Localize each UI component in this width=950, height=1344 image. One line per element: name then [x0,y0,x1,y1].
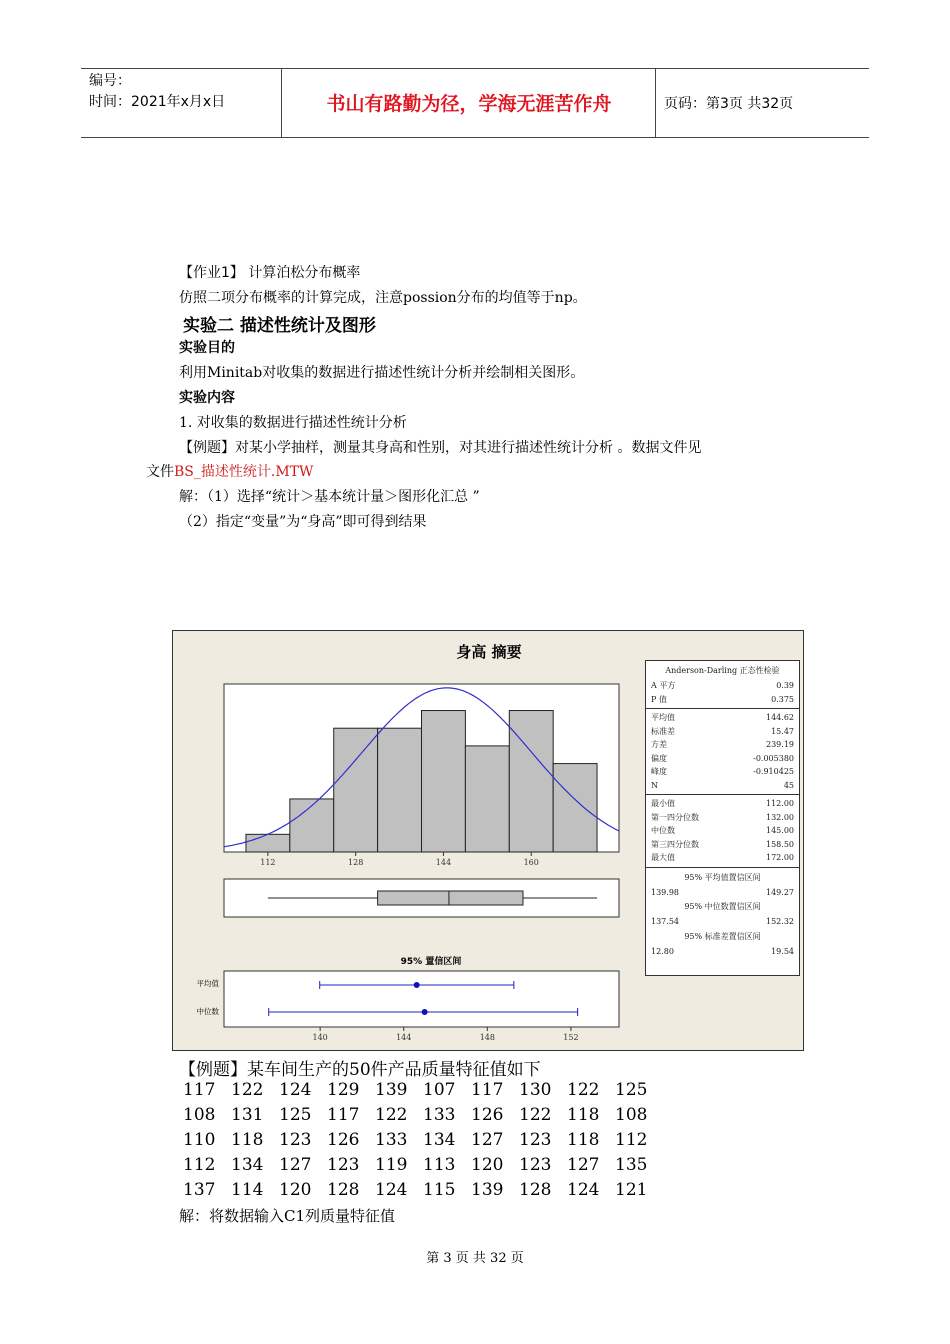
ci-frame [224,971,619,1027]
ci-tick-label: 152 [563,1033,579,1042]
table-cell: 108 [183,1105,216,1125]
histogram-bar [553,764,597,852]
histogram-bar [509,711,553,852]
table-cell: 129 [327,1080,360,1100]
purpose-title: 实验目的 [179,340,235,356]
histogram-bar [334,728,378,852]
table-cell: 125 [615,1080,648,1100]
ci-median-high: 152.32 [766,917,794,926]
ad-rows [651,679,794,706]
ci-sd-title: 95% 标准差置信区间 [684,931,761,941]
table-cell: 123 [327,1155,360,1175]
moment-row [651,711,794,725]
ci-median-title: 95% 中位数置信区间 [684,902,761,911]
moment-row [651,752,794,766]
table-cell: 124 [279,1080,312,1100]
ci-sd-low: 12.80 [651,946,674,956]
ci-point [414,982,420,988]
table-cell: 112 [183,1155,216,1175]
table-cell: 123 [519,1155,552,1175]
example-1-cont-text: 文件 [146,464,174,480]
ci-sd-values [651,945,794,959]
histogram-bar [422,711,466,852]
ci-median-low: 137.54 [651,917,679,926]
box-iqr [378,891,523,905]
table-cell: 131 [231,1105,264,1125]
quartile-row [651,811,794,825]
moment-label: 偏度 [651,753,667,763]
table-cell: 134 [423,1130,456,1150]
number-label: 编号： [89,73,131,89]
table-cell: 127 [279,1155,312,1175]
ad-row [651,679,794,693]
table-cell: 124 [375,1180,408,1200]
ad-block [646,661,799,709]
table-cell: 139 [471,1180,504,1200]
table-cell: 117 [327,1105,360,1125]
table-cell: 110 [183,1130,216,1150]
ci-tick-label: 144 [396,1033,412,1042]
table-cell: 134 [231,1155,264,1175]
moment-label: 标准差 [651,726,675,736]
moment-value: -0.910425 [753,767,794,776]
histogram-tick-label: 112 [260,858,276,867]
ci-mean-values [651,886,794,900]
header-divider [281,69,282,137]
moment-row [651,738,794,752]
moment-row [651,765,794,779]
table-cell: 122 [375,1105,408,1125]
ci-tick-label: 140 [312,1033,328,1042]
table-cell: 108 [615,1105,648,1125]
table-cell: 124 [567,1180,600,1200]
table-cell: 123 [519,1130,552,1150]
quartile-label: 第三四分位数 [651,839,699,849]
ad-value: 0.39 [776,681,794,690]
data-file-link[interactable]: BS_描述性统计.MTW [174,464,314,480]
histogram-bar [465,746,509,852]
table-row [183,1155,663,1180]
homework-text: 仿照二项分布概率的计算完成，注意possion分布的均值等于np。 [179,290,587,306]
table-cell: 122 [231,1080,264,1100]
ci-title: 95% 置信区间 [400,957,462,967]
quartile-value: 112.00 [766,799,794,808]
ci-mean-high: 149.27 [766,887,794,897]
stats-panel [645,660,800,976]
histogram-tick-label: 128 [348,858,364,867]
moment-value: 15.47 [771,726,794,736]
quartile-row [651,838,794,852]
quartile-value: 158.50 [766,839,794,849]
quartile-label: 第一四分位数 [651,812,699,822]
table-cell: 120 [471,1155,504,1175]
ci-mean-label: 平均值 [196,979,219,988]
table-row [183,1180,663,1205]
ci-point [422,1009,428,1015]
quartile-row [651,824,794,838]
moments-block [646,709,799,795]
header-meta [89,71,225,113]
quartile-value: 145.00 [766,826,794,835]
table-cell: 130 [519,1080,552,1100]
table-cell: 133 [375,1130,408,1150]
histogram-x-ticks [260,852,539,867]
table-cell: 107 [423,1080,456,1100]
quartiles-block [646,795,799,868]
moment-label: 峰度 [651,767,667,776]
example-2: 【例题】某车间生产的50件产品质量特征值如下 [179,1060,541,1080]
histogram-tick-label: 144 [435,858,452,867]
ci-sd-high: 19.54 [771,946,794,956]
quartile-value: 172.00 [766,853,794,862]
page-header [81,68,869,138]
quartile-row [651,851,794,865]
data-table [183,1080,663,1205]
figure-title: 身高 摘要 [456,643,522,661]
moment-label: 方差 [651,740,667,749]
quartile-row [651,797,794,811]
table-cell: 117 [471,1080,504,1100]
purpose-text: 利用Minitab对收集的数据进行描述性统计分析并绘制相关图形。 [179,365,585,381]
table-cell: 137 [183,1180,216,1200]
item-1: 1. 对收集的数据进行描述性统计分析 [179,415,407,431]
ci-mean-low: 139.98 [651,887,679,897]
moment-rows [651,711,794,792]
moment-value: 239.19 [766,740,794,749]
moment-value: -0.005380 [753,753,794,763]
histogram-bar [246,834,290,852]
moment-row [651,779,794,793]
moment-label: N [651,780,658,790]
step-2: （2）指定“变量”为“身高”即可得到结果 [179,514,427,530]
page-footer: 第 3 页 共 32 页 [426,1251,524,1266]
table-cell: 121 [615,1180,648,1200]
ad-label: P 值 [651,694,667,704]
content-title: 实验内容 [179,390,235,406]
homework-title: 【作业1】 计算泊松分布概率 [179,265,361,281]
table-cell: 126 [471,1105,504,1125]
table-row [183,1105,663,1130]
table-cell: 127 [471,1130,504,1150]
ci-median-label: 中位数 [196,1007,219,1016]
ci-x-ticks [312,1027,578,1042]
ci-tick-label: 148 [479,1033,495,1042]
table-cell: 127 [567,1155,600,1175]
header-divider [655,69,656,137]
histogram-bar [290,799,334,852]
table-cell: 128 [519,1180,552,1200]
solution-2: 解：将数据输入C1列质量特征值 [179,1207,396,1225]
quartile-label: 最小值 [651,799,675,808]
table-cell: 115 [423,1180,456,1200]
table-cell: 112 [615,1130,648,1150]
ad-title: Anderson-Darling 正态性检验 [665,666,780,675]
table-cell: 133 [423,1105,456,1125]
ci-stats-block [646,868,799,961]
table-cell: 120 [279,1180,312,1200]
moment-value: 45 [783,780,794,790]
ci-mean-title: 95% 平均值置信区间 [684,872,761,882]
table-cell: 113 [423,1155,456,1175]
table-cell: 118 [567,1130,600,1150]
time-label: 时间：2021年x月x日 [89,94,226,110]
moment-label: 平均值 [651,713,675,722]
table-cell: 123 [279,1130,312,1150]
table-cell: 118 [567,1105,600,1125]
quartile-label: 中位数 [651,826,675,835]
table-row [183,1080,663,1105]
example-1-cont [146,461,313,481]
table-cell: 125 [279,1105,312,1125]
table-cell: 139 [375,1080,408,1100]
table-cell: 135 [615,1155,648,1175]
table-cell: 126 [327,1130,360,1150]
moment-row [651,725,794,739]
header-motto: 书山有路勤为径，学海无涯苦作舟 [326,93,612,115]
histogram-bar [378,728,422,852]
table-cell: 114 [231,1180,264,1200]
histogram-tick-label: 160 [523,858,539,867]
experiment-title: 实验二 描述性统计及图形 [183,316,376,336]
header-page-label: 页码：第3页 共32页 [664,96,794,112]
table-cell: 128 [327,1180,360,1200]
table-cell: 122 [567,1080,600,1100]
table-cell: 122 [519,1105,552,1125]
table-cell: 119 [375,1155,408,1175]
ci-median-values [651,915,794,929]
ad-label: A 平方 [651,681,676,690]
step-1: 解：（1）选择“统计＞基本统计量＞图形化汇总 ” [179,489,480,505]
quartile-value: 132.00 [766,812,794,822]
quartile-rows [651,797,794,865]
table-cell: 118 [231,1130,264,1150]
moment-value: 144.62 [766,713,794,722]
table-row [183,1130,663,1155]
ad-value: 0.375 [771,694,794,704]
ad-row [651,693,794,707]
table-cell: 117 [183,1080,216,1100]
example-1: 【例题】对某小学抽样，测量其身高和性别，对其进行描述性统计分析 。数据文件见 [179,440,702,456]
quartile-label: 最大值 [651,853,675,862]
